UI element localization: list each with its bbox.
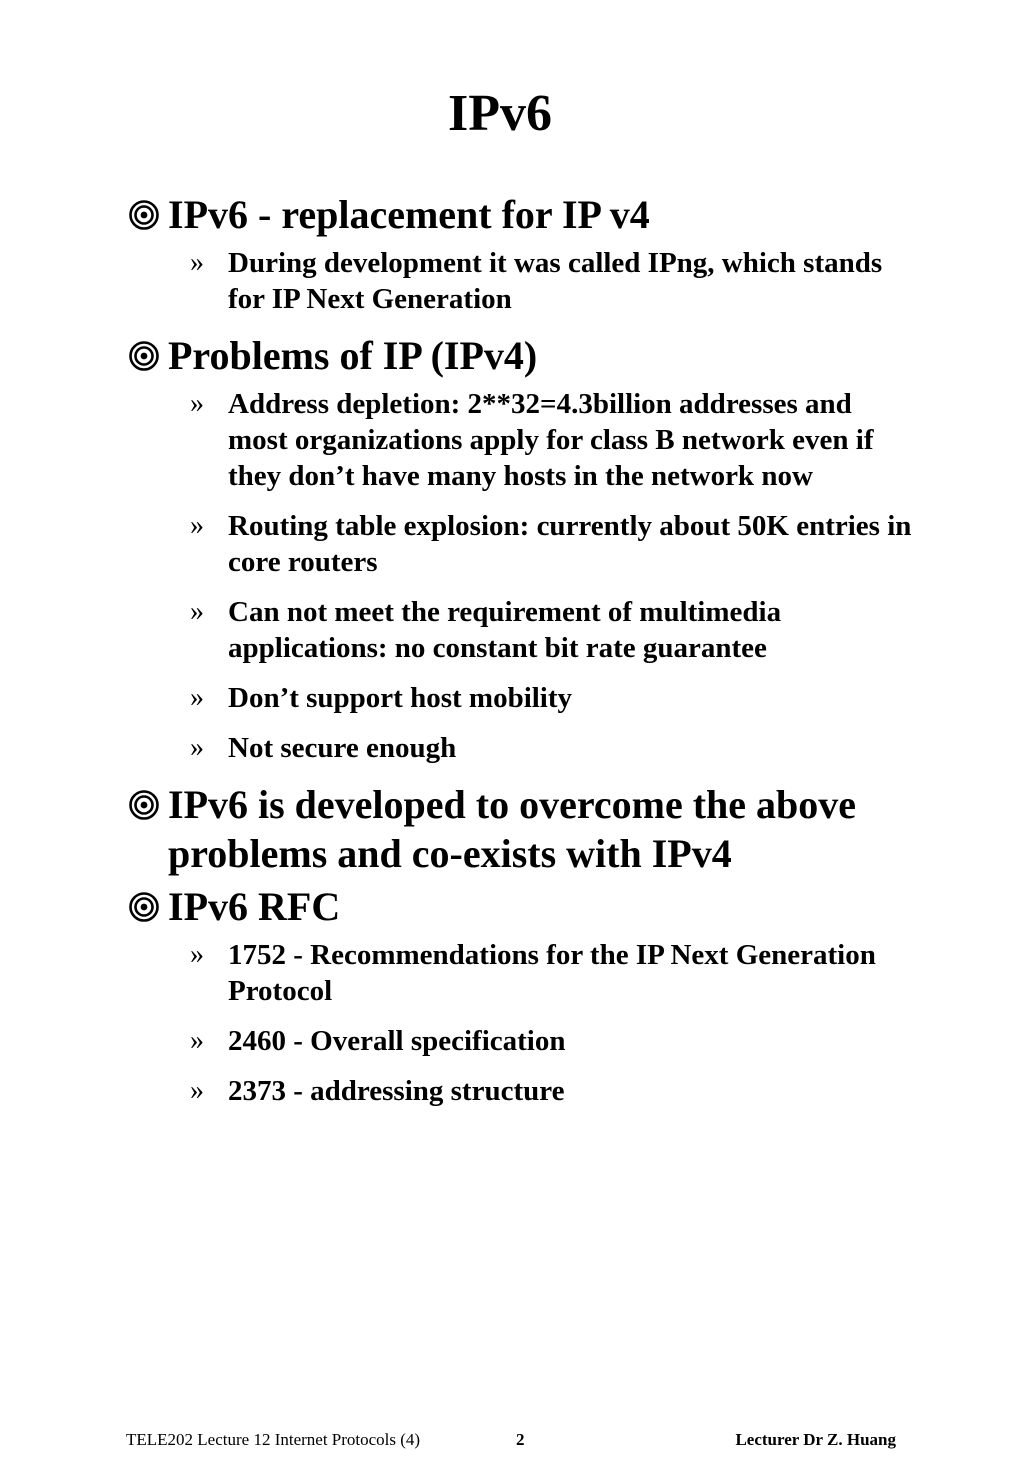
sub-list [168, 245, 916, 317]
sub-marker: » [190, 939, 204, 970]
section-heading: IPv6 - replacement for IP v4 [168, 192, 650, 237]
slide-footer [126, 1430, 896, 1452]
sub-marker: » [190, 732, 204, 763]
sub-marker: » [190, 388, 204, 419]
sub-list [168, 386, 916, 766]
sub-marker: » [190, 682, 204, 713]
concentric-circle-bullet-icon [128, 340, 160, 372]
list-item: » 2460 - Overall specification [190, 1025, 566, 1057]
section-ipv6-replacement [126, 190, 916, 317]
sub-marker: » [190, 1025, 204, 1056]
slide-title: IPv6 [448, 85, 552, 142]
concentric-circle-bullet-icon [128, 789, 160, 821]
list-item: » Not secure enough [190, 732, 457, 764]
section-heading: Problems of IP (IPv4) [168, 333, 538, 378]
list-item: » Don’t support host mobility [190, 682, 573, 714]
list-item: » Routing table explosion: currently about 50K entries in core routers [190, 510, 912, 578]
sub-marker: » [190, 510, 204, 541]
list-item: » 1752 - Recommendations for the IP Next Generation Protocol [190, 939, 876, 1007]
footer-lecturer: Lecturer Dr Z. Huang [735, 1430, 896, 1449]
list-item: » Address depletion: 2**32=4.3billion addresses and most organizations apply for class B network even if they don’t have many hosts in the network now [190, 388, 874, 492]
list-item: » 2373 - addressing structure [190, 1075, 565, 1107]
footer-page-number: 2 [516, 1430, 525, 1449]
section-heading: IPv6 RFC [168, 884, 341, 929]
slide-content [126, 190, 916, 1123]
concentric-circle-bullet-icon [128, 891, 160, 923]
sub-marker: » [190, 1075, 204, 1106]
sub-marker: » [190, 247, 204, 278]
section-ipv6-rfc [126, 882, 916, 1109]
list-item: » Can not meet the requirement of multimedia applications: no constant bit rate guarantee [190, 596, 782, 664]
section-problems-ipv4 [126, 331, 916, 766]
sub-marker: » [190, 596, 204, 627]
footer-course: TELE202 Lecture 12 Internet Protocols (4) [126, 1430, 421, 1449]
concentric-circle-bullet-icon [128, 199, 160, 231]
list-item: » During development it was called IPng, which stands for IP Next Generation [190, 247, 883, 315]
sub-list [168, 937, 916, 1109]
section-heading: IPv6 is developed to overcome the above problems and co-exists with IPv4 [168, 782, 857, 876]
section-ipv6-developed [126, 780, 916, 878]
